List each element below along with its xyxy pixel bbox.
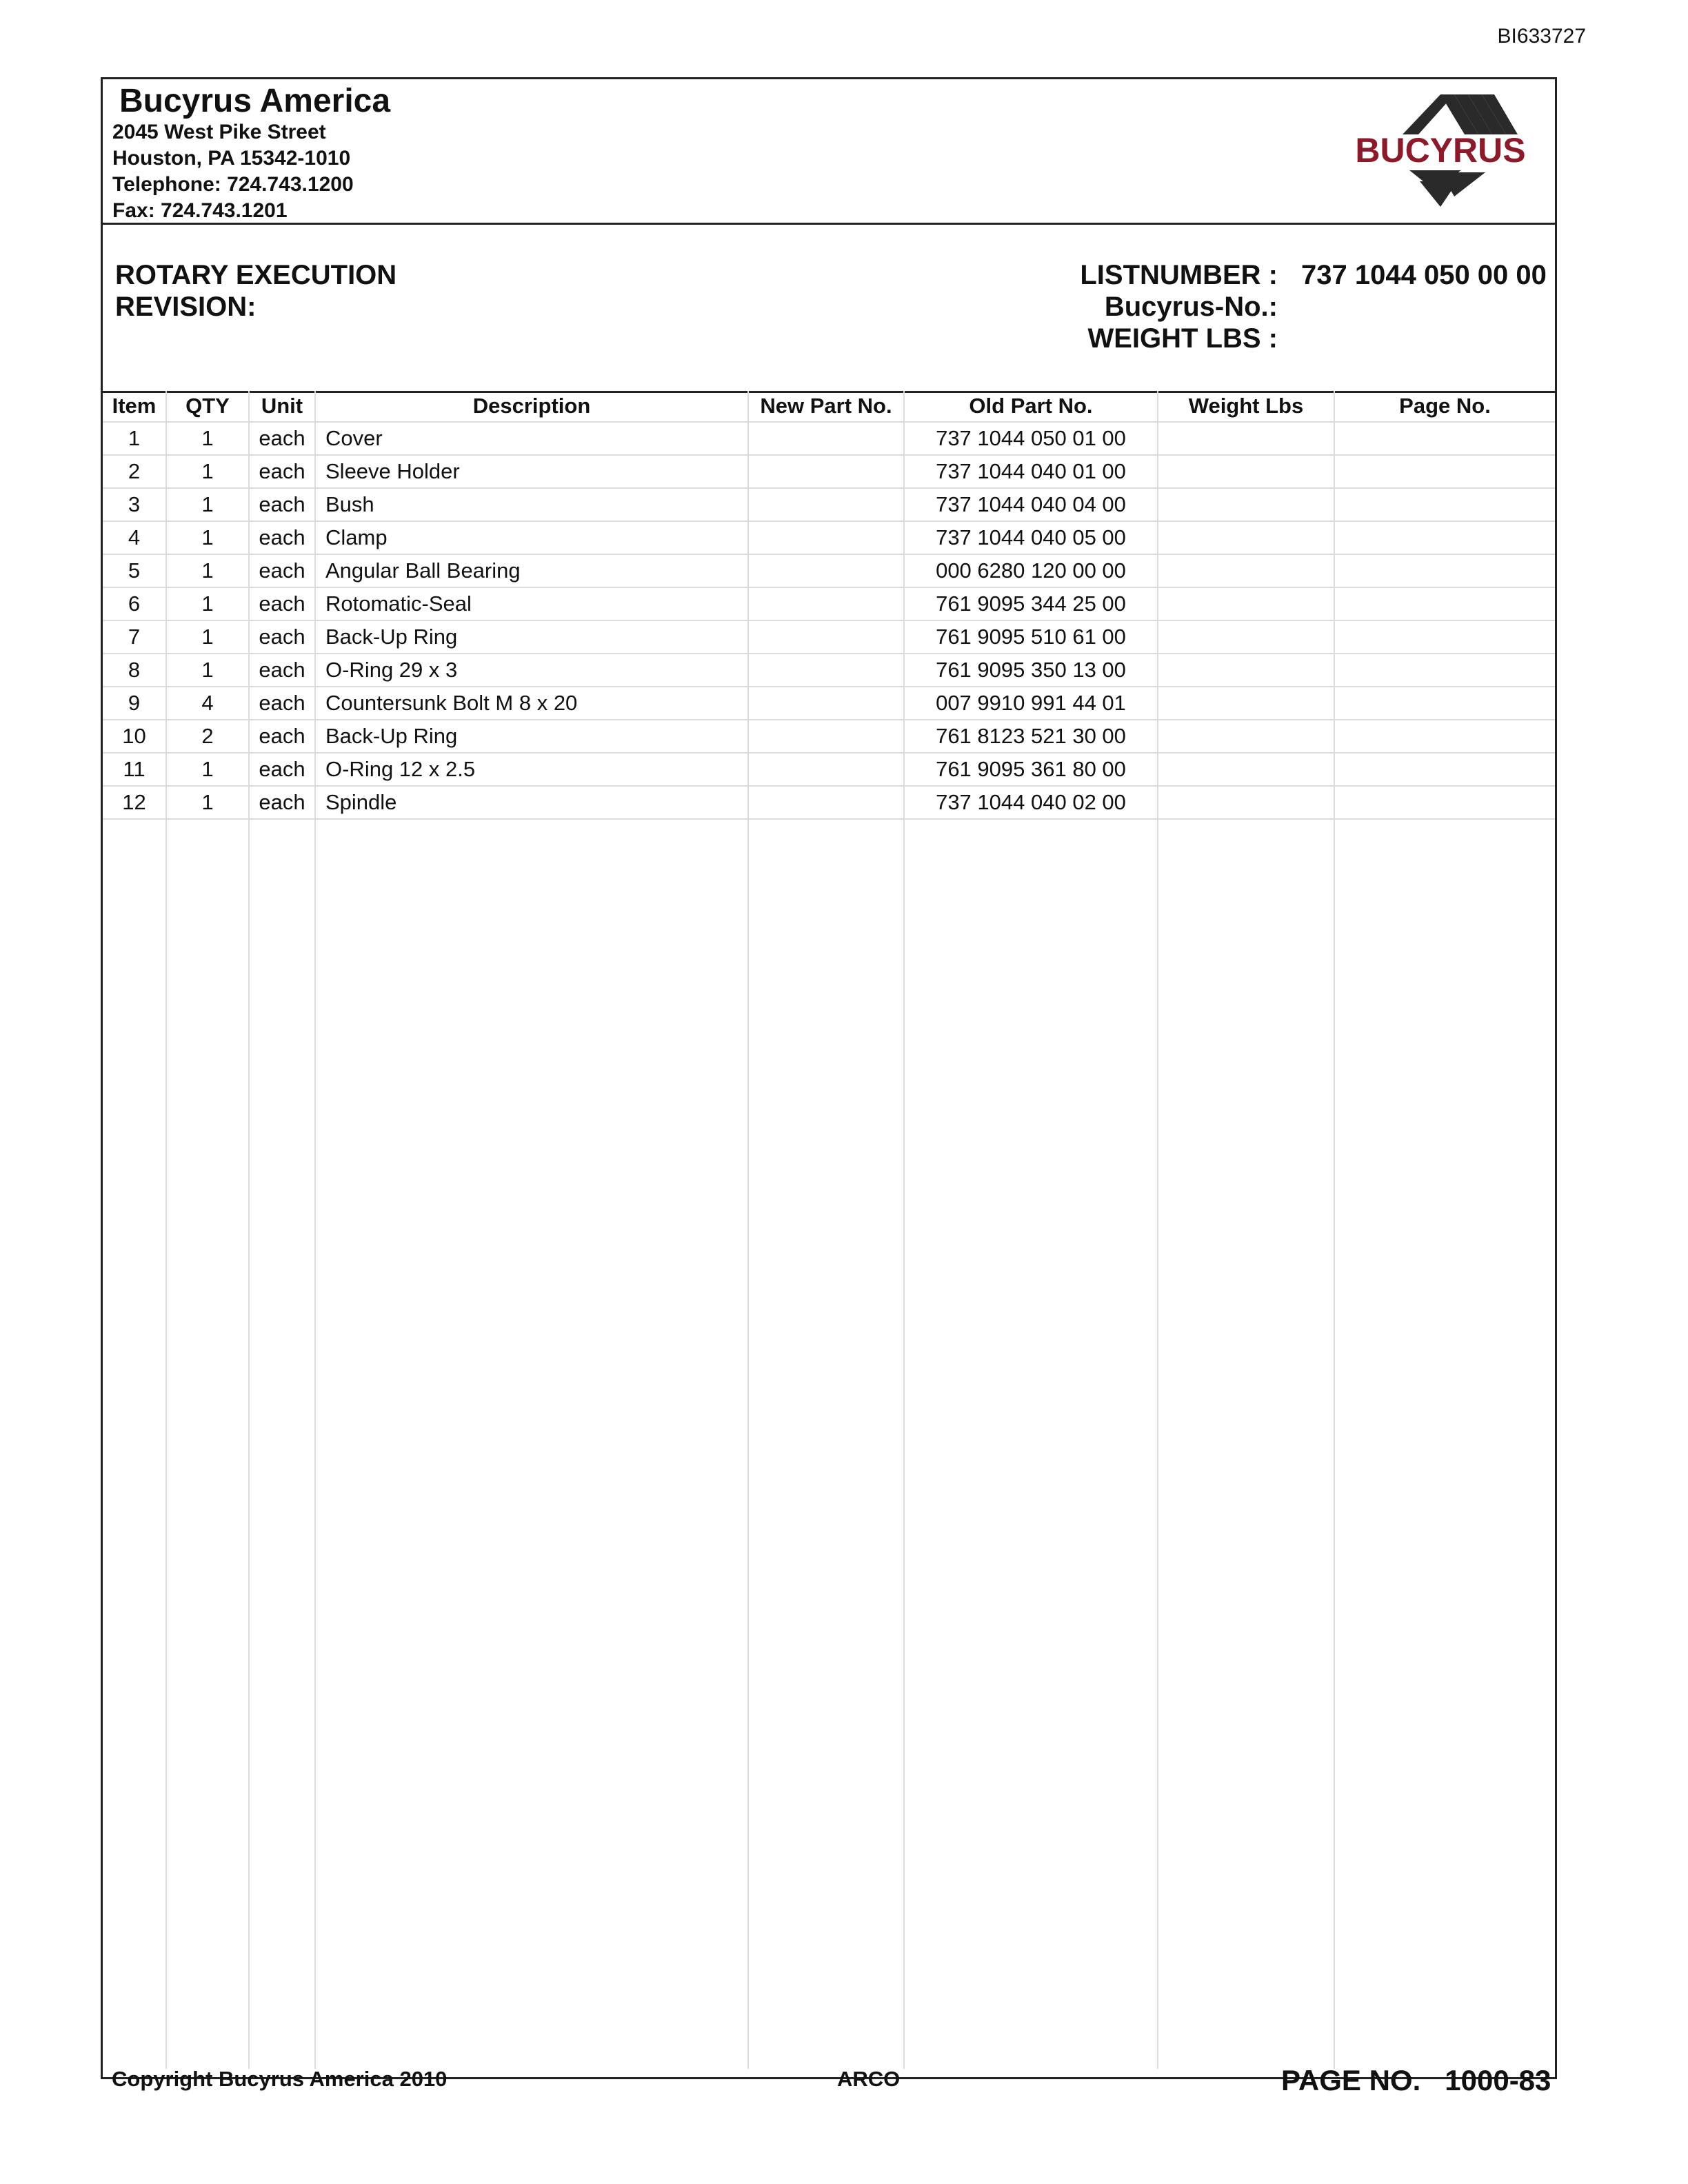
weight-lbs-label: WEIGHT LBS : <box>1087 323 1278 354</box>
cell-description: Cover <box>315 422 748 455</box>
cell-unit: each <box>249 587 315 620</box>
table-row <box>103 554 1555 587</box>
cell-item: 1 <box>103 422 166 455</box>
column-guide <box>903 818 905 2069</box>
cell-new-part-no <box>748 620 904 654</box>
table-row <box>103 422 1555 455</box>
column-guide <box>1334 818 1335 2069</box>
cell-old-part-no: 007 9910 991 44 01 <box>904 687 1158 720</box>
cell-old-part-no: 761 9095 344 25 00 <box>904 587 1158 620</box>
cell-item: 8 <box>103 654 166 687</box>
table-row <box>103 654 1555 687</box>
col-header-old-part-no: Old Part No. <box>904 391 1158 422</box>
cell-item: 5 <box>103 554 166 587</box>
cell-page-no <box>1334 488 1555 521</box>
company-telephone: Telephone: 724.743.1200 <box>112 173 354 196</box>
footer-center-label: ARCO <box>837 2067 901 2091</box>
col-header-unit: Unit <box>249 391 315 422</box>
cell-unit: each <box>249 422 315 455</box>
cell-old-part-no: 737 1044 040 05 00 <box>904 521 1158 554</box>
cell-old-part-no: 737 1044 040 04 00 <box>904 488 1158 521</box>
table-row <box>103 687 1555 720</box>
cell-old-part-no: 000 6280 120 00 00 <box>904 554 1158 587</box>
cell-page-no <box>1334 587 1555 620</box>
cell-description: Clamp <box>315 521 748 554</box>
cell-item: 11 <box>103 753 166 786</box>
table-row <box>103 753 1555 786</box>
cell-qty: 1 <box>166 620 249 654</box>
cell-page-no <box>1334 554 1555 587</box>
cell-item: 10 <box>103 720 166 753</box>
cell-page-no <box>1334 620 1555 654</box>
cell-description: Spindle <box>315 786 748 819</box>
table-row <box>103 488 1555 521</box>
cell-weight <box>1158 521 1334 554</box>
table-header-row <box>103 391 1555 422</box>
cell-item: 2 <box>103 455 166 488</box>
cell-qty: 1 <box>166 654 249 687</box>
cell-new-part-no <box>748 488 904 521</box>
cell-qty: 1 <box>166 587 249 620</box>
table-row <box>103 786 1555 819</box>
cell-unit: each <box>249 654 315 687</box>
cell-item: 4 <box>103 521 166 554</box>
cell-unit: each <box>249 554 315 587</box>
cell-unit: each <box>249 687 315 720</box>
column-guide <box>314 818 316 2069</box>
cell-weight <box>1158 720 1334 753</box>
cell-weight <box>1158 687 1334 720</box>
cell-item: 12 <box>103 786 166 819</box>
page-number <box>1281 2064 1551 2097</box>
table-row <box>103 455 1555 488</box>
table-row <box>103 587 1555 620</box>
column-guide <box>747 818 749 2069</box>
cell-item: 6 <box>103 587 166 620</box>
cell-description: O-Ring 12 x 2.5 <box>315 753 748 786</box>
cell-old-part-no: 737 1044 050 01 00 <box>904 422 1158 455</box>
cell-new-part-no <box>748 521 904 554</box>
cell-page-no <box>1334 786 1555 819</box>
col-header-description: Description <box>315 391 748 422</box>
cell-description: Back-Up Ring <box>315 620 748 654</box>
cell-page-no <box>1334 720 1555 753</box>
table-row <box>103 620 1555 654</box>
cell-page-no <box>1334 753 1555 786</box>
cell-page-no <box>1334 455 1555 488</box>
parts-list-frame <box>101 77 1557 2079</box>
list-title: ROTARY EXECUTION <box>115 260 397 290</box>
cell-new-part-no <box>748 587 904 620</box>
cell-description: Angular Ball Bearing <box>315 554 748 587</box>
cell-qty: 1 <box>166 753 249 786</box>
cell-page-no <box>1334 654 1555 687</box>
cell-weight <box>1158 488 1334 521</box>
cell-qty: 1 <box>166 488 249 521</box>
col-header-qty: QTY <box>166 391 249 422</box>
cell-description: Bush <box>315 488 748 521</box>
cell-description: Rotomatic-Seal <box>315 587 748 620</box>
cell-page-no <box>1334 521 1555 554</box>
cell-weight <box>1158 753 1334 786</box>
cell-description: Back-Up Ring <box>315 720 748 753</box>
cell-new-part-no <box>748 422 904 455</box>
parts-table <box>103 391 1555 820</box>
cell-old-part-no: 761 9095 510 61 00 <box>904 620 1158 654</box>
logo-text: BUCYRUS <box>1355 131 1526 170</box>
cell-new-part-no <box>748 455 904 488</box>
cell-new-part-no <box>748 687 904 720</box>
cell-qty: 1 <box>166 455 249 488</box>
cell-old-part-no: 761 9095 361 80 00 <box>904 753 1158 786</box>
listnumber-value: 737 1044 050 00 00 <box>1301 260 1547 290</box>
cell-unit: each <box>249 488 315 521</box>
cell-unit: each <box>249 620 315 654</box>
cell-old-part-no: 737 1044 040 01 00 <box>904 455 1158 488</box>
cell-old-part-no: 761 9095 350 13 00 <box>904 654 1158 687</box>
column-guide <box>1157 818 1158 2069</box>
col-header-new-part-no: New Part No. <box>748 391 904 422</box>
cell-weight <box>1158 620 1334 654</box>
cell-page-no <box>1334 422 1555 455</box>
page-number-value: 1000-83 <box>1445 2064 1551 2096</box>
cell-new-part-no <box>748 654 904 687</box>
col-header-item: Item <box>103 391 166 422</box>
listnumber-label: LISTNUMBER : <box>1080 260 1278 290</box>
header-divider <box>103 223 1555 225</box>
cell-weight <box>1158 587 1334 620</box>
bucyrus-no-label: Bucyrus-No.: <box>1104 292 1278 322</box>
cell-weight <box>1158 554 1334 587</box>
cell-qty: 2 <box>166 720 249 753</box>
cell-description: O-Ring 29 x 3 <box>315 654 748 687</box>
cell-weight <box>1158 654 1334 687</box>
company-address-street: 2045 West Pike Street <box>112 121 326 143</box>
page-number-label: PAGE NO. <box>1281 2064 1421 2096</box>
cell-unit: each <box>249 753 315 786</box>
col-header-weight-lbs: Weight Lbs <box>1158 391 1334 422</box>
table-row <box>103 720 1555 753</box>
cell-qty: 4 <box>166 687 249 720</box>
cell-unit: each <box>249 720 315 753</box>
cell-old-part-no: 737 1044 040 02 00 <box>904 786 1158 819</box>
cell-qty: 1 <box>166 786 249 819</box>
column-guide <box>165 818 167 2069</box>
company-address-city: Houston, PA 15342-1010 <box>112 147 351 170</box>
cell-page-no <box>1334 687 1555 720</box>
cell-unit: each <box>249 455 315 488</box>
cell-qty: 1 <box>166 521 249 554</box>
bucyrus-logo <box>1337 86 1544 217</box>
company-fax: Fax: 724.743.1201 <box>112 199 288 222</box>
copyright: Copyright Bucyrus America 2010 <box>112 2067 448 2091</box>
cell-new-part-no <box>748 753 904 786</box>
cell-qty: 1 <box>166 554 249 587</box>
company-name: Bucyrus America <box>119 83 391 119</box>
cell-item: 3 <box>103 488 166 521</box>
cell-qty: 1 <box>166 422 249 455</box>
cell-unit: each <box>249 786 315 819</box>
cell-description: Countersunk Bolt M 8 x 20 <box>315 687 748 720</box>
table-row <box>103 521 1555 554</box>
col-header-page-no: Page No. <box>1334 391 1555 422</box>
cell-unit: each <box>249 521 315 554</box>
cell-weight <box>1158 786 1334 819</box>
cell-weight <box>1158 455 1334 488</box>
document-id: BI633727 <box>1497 25 1586 48</box>
cell-item: 7 <box>103 620 166 654</box>
cell-new-part-no <box>748 554 904 587</box>
cell-new-part-no <box>748 786 904 819</box>
cell-item: 9 <box>103 687 166 720</box>
cell-description: Sleeve Holder <box>315 455 748 488</box>
column-guide <box>248 818 250 2069</box>
cell-new-part-no <box>748 720 904 753</box>
cell-old-part-no: 761 8123 521 30 00 <box>904 720 1158 753</box>
cell-weight <box>1158 422 1334 455</box>
revision-label: REVISION: <box>115 292 257 322</box>
